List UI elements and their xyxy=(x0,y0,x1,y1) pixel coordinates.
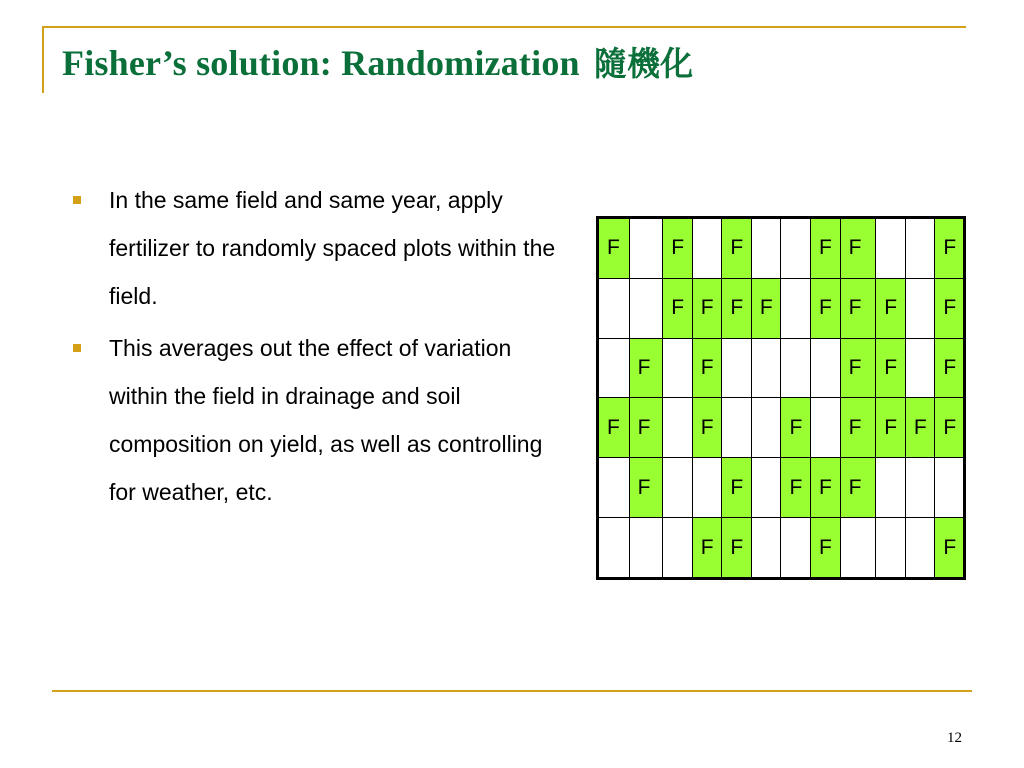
fertilized-plot: F xyxy=(781,458,811,518)
field-row xyxy=(598,398,965,458)
title-rule-left xyxy=(42,26,44,93)
fertilized-plot: F xyxy=(692,518,722,579)
unfertilized-plot xyxy=(751,218,781,279)
fertilized-plot: F xyxy=(840,338,876,398)
unfertilized-plot xyxy=(905,338,935,398)
unfertilized-plot xyxy=(598,458,630,518)
bullet-text: This averages out the effect of variation within the field in drainage and soil composition on yield, as well as controlling for weather, etc. xyxy=(109,335,543,505)
unfertilized-plot xyxy=(751,398,781,458)
unfertilized-plot xyxy=(722,338,752,398)
fertilized-plot: F xyxy=(722,278,752,338)
fertilized-plot: F xyxy=(629,338,663,398)
unfertilized-plot xyxy=(876,218,906,279)
fertilized-plot: F xyxy=(811,518,841,579)
fertilized-plot: F xyxy=(663,218,693,279)
field-row xyxy=(598,218,965,279)
fertilized-plot: F xyxy=(935,518,965,579)
unfertilized-plot xyxy=(663,518,693,579)
bullet-item xyxy=(72,176,572,320)
fertilized-plot: F xyxy=(876,398,906,458)
unfertilized-plot xyxy=(876,518,906,579)
fertilized-plot: F xyxy=(722,518,752,579)
footer-rule xyxy=(52,690,972,692)
unfertilized-plot xyxy=(811,398,841,458)
slide-title xyxy=(62,38,693,85)
fertilized-plot: F xyxy=(598,398,630,458)
unfertilized-plot xyxy=(598,278,630,338)
unfertilized-plot xyxy=(840,518,876,579)
field-row xyxy=(598,338,965,398)
fertilized-plot: F xyxy=(840,218,876,279)
fertilized-plot: F xyxy=(811,278,841,338)
square-bullet-icon xyxy=(73,196,81,204)
unfertilized-plot xyxy=(905,278,935,338)
unfertilized-plot xyxy=(598,518,630,579)
unfertilized-plot xyxy=(811,338,841,398)
fertilized-plot: F xyxy=(629,458,663,518)
fertilized-plot: F xyxy=(876,338,906,398)
fertilized-plot: F xyxy=(840,278,876,338)
unfertilized-plot xyxy=(663,458,693,518)
fertilized-plot: F xyxy=(722,458,752,518)
unfertilized-plot xyxy=(751,458,781,518)
title-chinese-text: 隨機化 xyxy=(593,44,694,83)
fertilized-plot: F xyxy=(905,398,935,458)
unfertilized-plot xyxy=(663,398,693,458)
fertilized-plot: F xyxy=(692,398,722,458)
field-row xyxy=(598,518,965,579)
fertilized-plot: F xyxy=(935,278,965,338)
fertilized-plot: F xyxy=(935,338,965,398)
unfertilized-plot xyxy=(905,458,935,518)
fertilized-plot: F xyxy=(840,458,876,518)
field-row xyxy=(598,458,965,518)
fertilized-plot: F xyxy=(722,218,752,279)
unfertilized-plot xyxy=(751,518,781,579)
unfertilized-plot xyxy=(905,518,935,579)
square-bullet-icon xyxy=(73,344,81,352)
unfertilized-plot xyxy=(751,338,781,398)
unfertilized-plot xyxy=(781,278,811,338)
unfertilized-plot xyxy=(935,458,965,518)
unfertilized-plot xyxy=(722,398,752,458)
fertilized-plot: F xyxy=(629,398,663,458)
page-number: 12 xyxy=(947,730,962,746)
unfertilized-plot xyxy=(629,278,663,338)
unfertilized-plot xyxy=(905,218,935,279)
fertilized-plot: F xyxy=(692,278,722,338)
fertilized-plot: F xyxy=(663,278,693,338)
field-plot-grid xyxy=(596,216,966,580)
bullet-text: In the same field and same year, apply fertilizer to randomly spaced plots within the field. xyxy=(109,187,556,309)
fertilized-plot: F xyxy=(935,218,965,279)
fertilized-plot: F xyxy=(692,338,722,398)
title-rule-top xyxy=(42,26,966,28)
unfertilized-plot xyxy=(781,218,811,279)
fertilized-plot: F xyxy=(811,458,841,518)
unfertilized-plot xyxy=(629,218,663,279)
fertilized-plot: F xyxy=(811,218,841,279)
unfertilized-plot xyxy=(692,218,722,279)
fertilized-plot: F xyxy=(935,398,965,458)
unfertilized-plot xyxy=(692,458,722,518)
bullet-item xyxy=(72,324,572,516)
bullet-list xyxy=(72,176,572,520)
fertilized-plot: F xyxy=(598,218,630,279)
unfertilized-plot xyxy=(629,518,663,579)
unfertilized-plot xyxy=(876,458,906,518)
unfertilized-plot xyxy=(781,518,811,579)
field-row xyxy=(598,278,965,338)
fertilized-plot: F xyxy=(781,398,811,458)
fertilized-plot: F xyxy=(876,278,906,338)
unfertilized-plot xyxy=(663,338,693,398)
fertilized-plot: F xyxy=(840,398,876,458)
unfertilized-plot xyxy=(598,338,630,398)
unfertilized-plot xyxy=(781,338,811,398)
fertilized-plot: F xyxy=(751,278,781,338)
title-text: Fisher’s solution: Randomization xyxy=(62,43,580,83)
